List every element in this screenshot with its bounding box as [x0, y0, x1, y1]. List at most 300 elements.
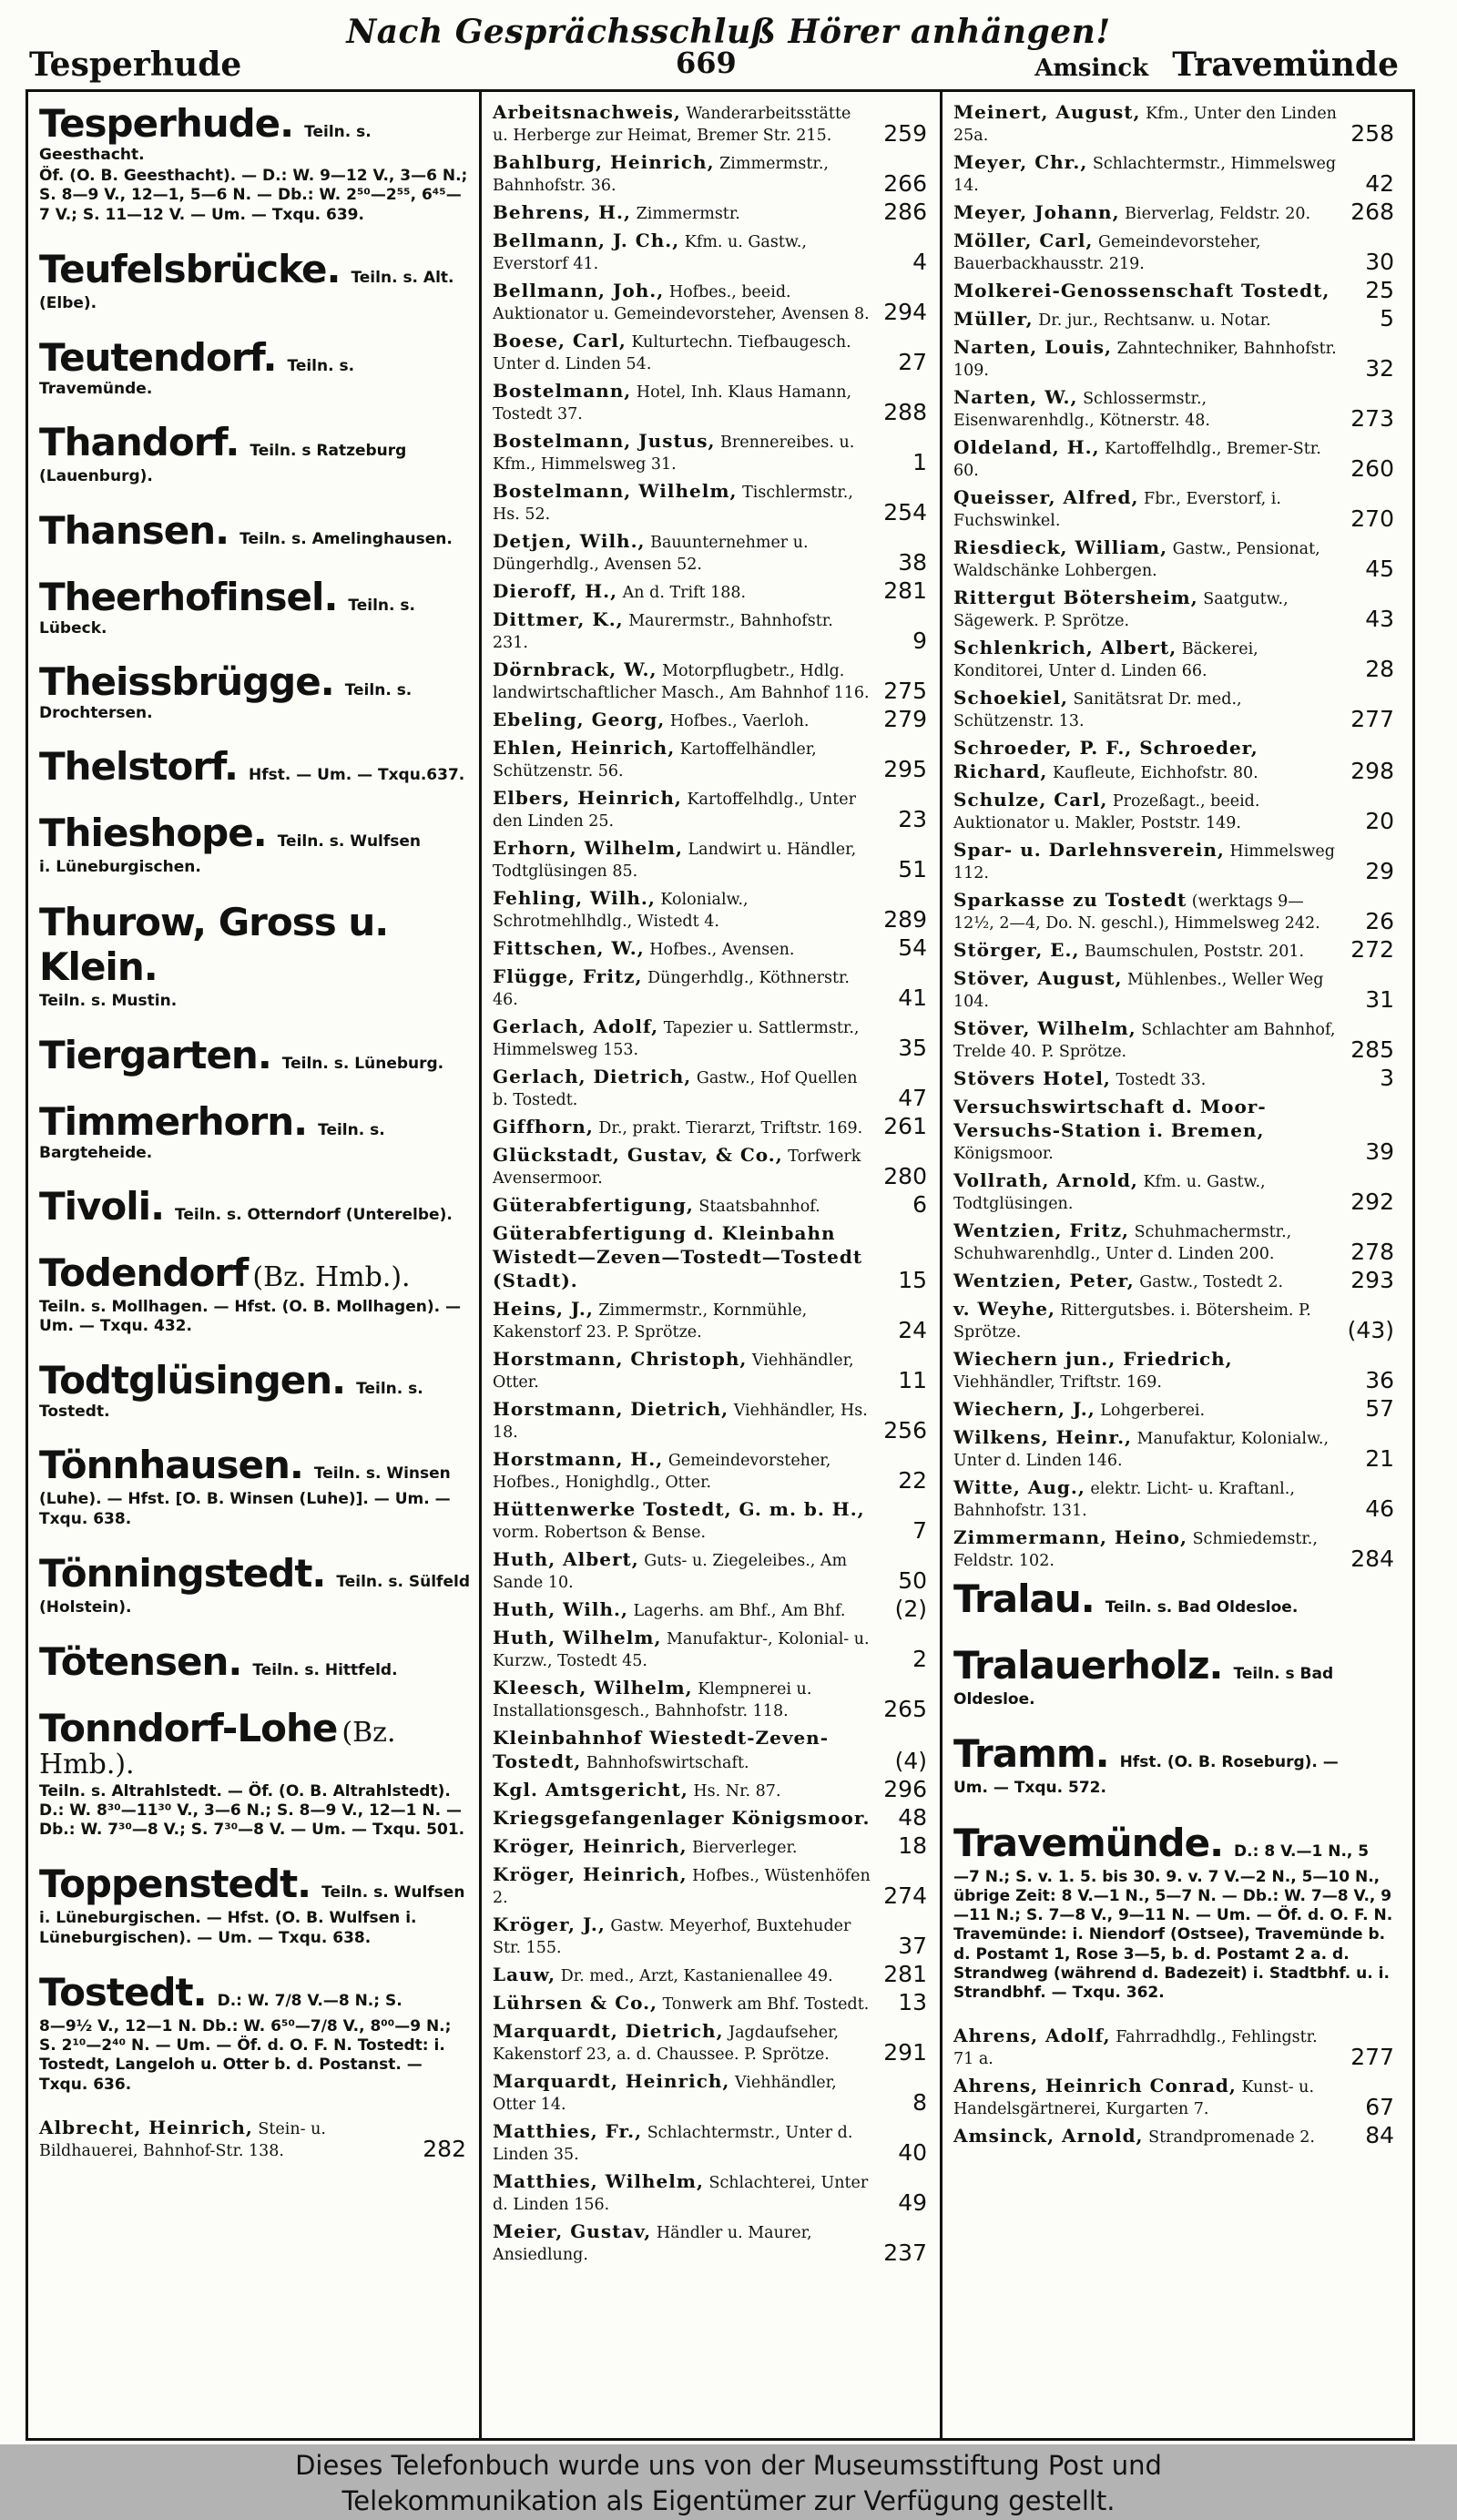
subscriber-details: Viehhändler, Otter. — [493, 1352, 854, 1392]
subscriber-details: Viehhändler, Otter 14. — [493, 2074, 837, 2114]
subscriber-entry — [493, 2120, 931, 2166]
place-detail: i. Lüneburgischen. — [39, 858, 201, 877]
place-entry — [953, 1821, 1398, 2004]
subscriber-name: Lührsen & Co., — [493, 1992, 658, 2014]
subscriber-entry — [493, 1989, 931, 2015]
subscriber-entry — [493, 608, 931, 654]
place-detail: i. Lüneburgischen. — Hfst. (O. B. Wulfsen i. Lüneburgischen). — Um. — Txqu. 638. — [39, 1909, 417, 1947]
subscriber-details: Mühlenbes., Weller Weg 104. — [953, 971, 1324, 1011]
phone-number: 261 — [883, 1113, 927, 1139]
subscriber-entry — [953, 1267, 1398, 1293]
subscriber-entry — [39, 2117, 470, 2162]
subscriber-name: Stöver, Wilhelm, — [953, 1017, 1136, 1039]
subscriber-entry — [953, 737, 1398, 784]
phone-number: 15 — [898, 1267, 927, 1293]
phone-number: 18 — [898, 1832, 927, 1859]
phone-number: 284 — [1350, 1546, 1394, 1572]
subscriber-entry — [953, 936, 1398, 963]
subscriber-details: Viehhändler, Triftstr. 169. — [953, 1373, 1162, 1392]
subscriber-entry — [953, 1348, 1398, 1393]
subscriber-name: Zimmermann, Heino, — [953, 1526, 1187, 1548]
place-entry — [39, 811, 470, 877]
subscriber-entry — [953, 2025, 1398, 2070]
subscriber-name: Behrens, H., — [493, 201, 631, 223]
place-name: Tramm. — [953, 1731, 1109, 1777]
place-meta: Teiln. s. Bargteheide. — [39, 1120, 385, 1162]
place-name: Todendorf — [39, 1250, 249, 1295]
place-entry — [39, 659, 470, 722]
subscriber-name: Möller, Carl, — [953, 230, 1094, 251]
subscriber-details: Kfm., Unter den Linden 25a. — [953, 105, 1337, 145]
place-heading — [953, 1731, 1398, 1776]
subscriber-name: Schlenkrich, Albert, — [953, 637, 1177, 658]
subscriber-details: Hofbes., beeid. Auktionator u. Gemeindevorsteher, Avensen 8. — [493, 283, 870, 323]
place-entry — [39, 247, 470, 313]
subscriber-entry — [953, 1096, 1398, 1165]
subscriber-details: Guts- u. Ziegeleibes., Am Sande 10. — [493, 1552, 848, 1592]
place-heading — [39, 1862, 470, 1906]
place-name: Tonndorf-Lohe — [39, 1706, 338, 1750]
phone-number: 13 — [898, 1989, 927, 2015]
phone-number: 268 — [1350, 199, 1394, 225]
phone-number: 294 — [883, 299, 927, 325]
phone-number: 41 — [898, 985, 927, 1011]
subscriber-name: Kleinbahnhof Wiestedt-Zeven-Tostedt, — [493, 1727, 830, 1772]
subscriber-details: Tischlermstr., Hs. 52. — [493, 484, 853, 524]
subscriber-entry — [953, 637, 1398, 682]
subscriber-entry — [493, 1863, 931, 1909]
phone-number: 40 — [898, 2139, 927, 2166]
page-number: 669 — [676, 46, 737, 80]
place-name: Tralau. — [953, 1576, 1095, 1621]
subscriber-details: vorm. Robertson & Bense. — [493, 1524, 707, 1542]
subscriber-entry — [493, 934, 931, 961]
subscriber-details: Kolonialw., Schrotmehlhdlg., Wistedt 4. — [493, 891, 749, 931]
subscriber-entry — [953, 1526, 1398, 1572]
subscriber-entry — [493, 201, 931, 225]
place-detail: Teiln. s. Mustin. — [39, 991, 178, 1010]
phone-number: 37 — [898, 1933, 927, 1959]
place-entry — [39, 420, 470, 486]
footer-line-2: Telekommunikation als Eigentümer zur Verfügung gestellt. — [341, 2485, 1116, 2516]
subscriber-name: Witte, Aug., — [953, 1476, 1085, 1498]
subscriber-name: Stövers Hotel, — [953, 1067, 1111, 1089]
place-heading — [39, 101, 470, 164]
directory-frame — [25, 89, 1415, 2441]
place-name: Tönningstedt. — [39, 1550, 326, 1596]
place-entry — [39, 1706, 470, 1840]
phone-number: 3 — [1380, 1065, 1394, 1091]
place-name: Todtglüsingen. — [39, 1358, 346, 1403]
header-right — [1034, 46, 1399, 84]
subscriber-name: Giffhorn, — [493, 1116, 594, 1138]
subscriber-details: Jagdaufseher, Kakenstorf 23, a. d. Chaussee. P. Sprötze. — [493, 2024, 840, 2064]
phone-number: 26 — [1365, 908, 1394, 934]
subscriber-name: Güterabfertigung, — [493, 1194, 694, 1216]
subscriber-entry — [953, 967, 1398, 1013]
phone-number: 51 — [898, 856, 927, 883]
subscriber-name: Horstmann, H., — [493, 1448, 664, 1470]
place-name: Timmerhorn. — [39, 1098, 308, 1144]
phone-number: 278 — [1350, 1239, 1394, 1265]
subscriber-details: Schuhmachermstr., Schuhwarenhdlg., Unter d. Linden 200. — [953, 1223, 1292, 1263]
subscriber-name: Sparkasse zu Tostedt — [953, 889, 1187, 911]
phone-number: 272 — [1350, 936, 1394, 963]
place-meta: Teiln. s. Travemünde. — [39, 357, 355, 398]
subscriber-entry — [493, 380, 931, 425]
subscriber-entry — [493, 1961, 931, 1987]
subscriber-name: Bostelmann, Wilhelm, — [493, 480, 738, 502]
subscriber-entry — [493, 1913, 931, 1959]
place-name: Tötensen. — [39, 1639, 242, 1684]
subscriber-details: Zimmermstr., Kornmühle, Kakenstorf 23. P. Sprötze. — [493, 1301, 808, 1342]
subscriber-details: Zimmermstr. — [636, 205, 740, 223]
subscriber-details: Rittergutsbes. i. Bötersheim. P. Sprötze. — [953, 1301, 1311, 1342]
place-heading — [953, 1576, 1398, 1621]
subscriber-entry — [953, 2122, 1398, 2149]
subscriber-name: Lauw, — [493, 1964, 556, 1985]
subscriber-name: Kriegsgefangenlager Königsmoor. — [493, 1807, 871, 1829]
subscriber-name: Meier, Gustav, — [493, 2220, 652, 2242]
subscriber-name: Erhorn, Wilhelm, — [493, 837, 683, 859]
subscriber-entry — [493, 430, 931, 475]
subscriber-entry — [493, 1191, 931, 1218]
phone-number: 29 — [1365, 858, 1394, 884]
place-entry — [39, 335, 470, 398]
place-meta: Teiln. s. Drochtersen. — [39, 681, 413, 723]
subscriber-name: Meinert, August, — [953, 101, 1141, 123]
subscriber-name: Meyer, Johann, — [953, 201, 1120, 223]
place-entry — [39, 1970, 470, 2095]
phone-number: 31 — [1365, 986, 1394, 1013]
phone-number: 288 — [883, 399, 927, 425]
place-name: Tivoli. — [39, 1183, 165, 1229]
subscriber-name: Wiechern, J., — [953, 1398, 1095, 1420]
place-detail: Teiln. s. Mollhagen. — Hfst. (O. B. Mollhagen). — Um. — Txqu. 432. — [39, 1297, 461, 1335]
place-meta: Teiln. s Bad — [1233, 1665, 1334, 1683]
phone-number: 22 — [898, 1467, 927, 1494]
place-name: Tostedt. — [39, 1969, 207, 2015]
subscriber-details: Kartoffelhändler, Schützenstr. 56. — [493, 740, 817, 780]
subscriber-details: Händler u. Maurer, Ansiedlung. — [493, 2224, 812, 2264]
subscriber-entry — [953, 1067, 1398, 1091]
subscriber-entry — [953, 1219, 1398, 1265]
place-name: Toppenstedt. — [39, 1862, 311, 1907]
subscriber-details: Gastw., Pensionat, Waldschänke Lohbergen. — [953, 540, 1320, 580]
phone-number: (43) — [1347, 1317, 1394, 1343]
subscriber-details: Kfm. u. Gastw., Todtglüsingen. — [953, 1173, 1266, 1213]
phone-number: 275 — [883, 678, 927, 704]
place-name: Theissbrügge. — [39, 659, 334, 705]
subscriber-details: Schlachter am Bahnhof, Trelde 40. P. Sprötze. — [953, 1021, 1336, 1061]
subscriber-name: Detjen, Wilh., — [493, 530, 646, 552]
subscriber-entry — [953, 486, 1398, 532]
subscriber-details: Kulturtechn. Tiefbaugesch. Unter d. Linden 54. — [493, 333, 851, 373]
subscriber-name: Flügge, Fritz, — [493, 965, 643, 987]
place-detail: 8—9½ V., 12—1 N. Db.: W. 6⁵⁰—7/8 V., 8⁰⁰—9 N.; S. 2¹⁰—2⁴⁰ N. — Um. — Öf. d. O. F. N. Tostedt: i. Tostedt, Langeloh u. Otter b. d. Postanst. — Txqu. 636. — [39, 2016, 452, 2094]
phone-number: 20 — [1365, 808, 1394, 834]
subscriber-entry — [493, 1548, 931, 1594]
subscriber-details: Bäckerei, Konditorei, Unter d. Linden 66. — [953, 640, 1258, 680]
phone-number: 237 — [883, 2239, 927, 2266]
subscriber-name: Ehlen, Heinrich, — [493, 737, 676, 759]
phone-number: 43 — [1365, 606, 1394, 632]
subscriber-name: v. Weyhe, — [953, 1298, 1055, 1320]
subscriber-details: Lohgerberei. — [1100, 1402, 1206, 1420]
subscriber-entry — [953, 536, 1398, 582]
place-entry — [953, 1731, 1398, 1798]
phone-number: 27 — [898, 349, 927, 375]
place-meta: Teiln. s. Hittfeld. — [252, 1661, 398, 1679]
place-heading — [39, 247, 470, 291]
place-meta: Teiln. s. Bad Oldesloe. — [1105, 1598, 1299, 1617]
phone-number: 28 — [1365, 656, 1394, 682]
subscriber-details: Bahnhofswirtschaft. — [586, 1754, 749, 1772]
subscriber-entry — [493, 230, 931, 275]
subscriber-details: Hofbes., Avensen. — [649, 941, 795, 959]
phone-number: 296 — [883, 1776, 927, 1802]
place-name: Thieshope. — [39, 811, 267, 856]
place-heading — [39, 811, 470, 855]
place-entry — [39, 101, 470, 225]
subscriber-name: Amsinck, Arnold, — [953, 2125, 1144, 2148]
place-detail: —7 N.; S. v. 1. 5. bis 30. 9. v. 7 V.—2 N., 5—10 N., übrige Zeit: 8 V.—1 N., 5—7 N. — Db.: W. 7—8 V., 9—11 N.; S. 7—8 V., 9—11 N. — Um. — Öf. d. O. F. N. Travemünde: i. Niendorf (Ostsee), Travemünde b. d. Postamt 1, Rose 3—5, b. d. Postamt 2 a. d. Strandweg (während d. Badezeit) i. Stadtbhf. u. i. Strandbhf. — Txqu. 362. — [953, 1867, 1393, 2002]
subscriber-name: Kgl. Amtsgericht, — [493, 1779, 688, 1801]
subscriber-name: Schroeder, P. F., Schroeder, Richard, — [953, 737, 1258, 782]
phone-number: 48 — [898, 1804, 927, 1831]
place-meta: Teiln. s. Amelinghausen. — [239, 530, 453, 549]
subscriber-name: Gerlach, Dietrich, — [493, 1066, 692, 1087]
place-name: Tönnhausen. — [39, 1443, 303, 1488]
subscriber-entry — [493, 1015, 931, 1061]
phone-number: 270 — [1350, 505, 1394, 532]
phone-number: 30 — [1365, 249, 1394, 275]
subscriber-details: Manufaktur, Kolonialw., Unter d. Linden 146. — [953, 1430, 1330, 1470]
subscriber-name: Marquardt, Heinrich, — [493, 2070, 730, 2092]
subscriber-name: Ahrens, Heinrich Conrad, — [953, 2075, 1237, 2097]
subscriber-details: Fahrradhdlg., Fehlingstr. 71 a. — [953, 2028, 1318, 2069]
subscriber-details: Kartoffelhdlg., Unter den Linden 25. — [493, 791, 856, 831]
subscriber-name: Wiechern jun., Friedrich, — [953, 1348, 1233, 1370]
subscriber-entry — [953, 1395, 1398, 1422]
subscriber-details: Kartoffelhdlg., Bremer-Str. 60. — [953, 440, 1321, 480]
subscriber-name: Oldeland, H., — [953, 436, 1100, 458]
subscriber-name: Störger, E., — [953, 939, 1080, 961]
place-meta: Teiln. s. Otterndorf (Unterelbe). — [175, 1205, 453, 1224]
place-meta: Teiln. s. Lübeck. — [39, 597, 415, 638]
subscriber-name: Dittmer, K., — [493, 608, 624, 630]
phone-number: 35 — [898, 1035, 927, 1061]
subscriber-entry — [953, 151, 1398, 197]
subscriber-entry — [493, 151, 931, 197]
subscriber-details: Tonwerk am Bhf. Tostedt. — [662, 1995, 870, 2014]
place-meta: Teiln. s. Alt. — [351, 268, 454, 287]
phone-number: 50 — [898, 1567, 927, 1594]
phone-number: 57 — [1365, 1395, 1394, 1422]
column-3 — [940, 92, 1407, 2438]
subscriber-details: Saatgutw., Sägewerk. P. Sprötze. — [953, 590, 1289, 630]
place-name: Teutendorf. — [39, 335, 277, 380]
phone-number: 42 — [1365, 170, 1394, 197]
subscriber-details: (werktags 9—12½, 2—4, Do. N. geschl.), Himmelsweg 242. — [953, 893, 1320, 933]
place-name: Thelstorf. — [39, 744, 239, 790]
subscriber-entry — [953, 201, 1398, 225]
subscriber-entry — [493, 658, 931, 704]
subscriber-name: Versuchswirtschaft d. Moor-Versuchs-Station i. Bremen, — [953, 1096, 1267, 1141]
phone-number: 279 — [883, 706, 927, 732]
subscriber-entry — [493, 787, 931, 832]
place-entry — [39, 575, 470, 638]
phone-number: 47 — [898, 1085, 927, 1111]
subscriber-entry — [953, 436, 1398, 482]
subscriber-details: Schlachterei, Unter d. Linden 156. — [493, 2174, 869, 2214]
place-name: Tralauerholz. — [953, 1643, 1223, 1688]
subscriber-entry — [493, 1727, 931, 1774]
place-meta: Teiln. s. Tostedt. — [39, 1380, 423, 1422]
subscriber-entry — [493, 1627, 931, 1672]
phone-number: 2 — [912, 1646, 927, 1672]
place-meta: Teiln. s. Sülfeld — [336, 1572, 470, 1591]
subscriber-details: Strandpromenade 2. — [1148, 2128, 1315, 2148]
place-name: Travemünde. — [953, 1820, 1224, 1865]
subscriber-details: An d. Trift 188. — [622, 584, 747, 602]
phone-number: 285 — [1350, 1036, 1394, 1063]
subscriber-name: Arbeitsnachweis, — [493, 101, 681, 123]
phone-number: 36 — [1365, 1367, 1394, 1393]
footer-line-1: Dieses Telefonbuch wurde uns von der Museumsstiftung Post und — [295, 2450, 1162, 2481]
phone-number: 298 — [1350, 758, 1394, 784]
phone-number: 84 — [1365, 2122, 1394, 2149]
place-name: Theerhofinsel. — [39, 575, 338, 620]
phone-number: 277 — [1350, 706, 1394, 732]
place-meta: Teiln. s. Geesthacht. — [39, 123, 372, 164]
subscriber-entry — [493, 1398, 931, 1444]
place-heading — [39, 1250, 470, 1295]
phone-number: 256 — [883, 1417, 927, 1444]
subscriber-entry — [493, 1498, 931, 1544]
phone-number: 1 — [912, 449, 927, 475]
subscriber-entry — [953, 2075, 1398, 2120]
place-entry — [39, 1639, 470, 1684]
subscriber-details: Kfm. u. Gastw., Everstorf 41. — [493, 233, 807, 273]
place-entry — [39, 744, 470, 789]
place-meta: D.: 8 V.—1 N., 5 — [1234, 1842, 1370, 1861]
subscriber-name: Horstmann, Dietrich, — [493, 1398, 729, 1420]
subscriber-entry — [493, 1677, 931, 1722]
header-left: Tesperhude — [29, 46, 242, 84]
subscriber-details: Kaufleute, Eichhofstr. 80. — [1052, 764, 1258, 782]
subscriber-entry — [953, 277, 1398, 303]
place-heading — [39, 1443, 470, 1487]
subscriber-details: Motorpflugbetr., Hdlg. landwirtschaftlicher Masch., Am Bahnhof 116. — [493, 662, 870, 702]
subscriber-details: Schmiedemstr., Feldstr. 102. — [953, 1530, 1318, 1570]
subscriber-details: Schlossermstr., Eisenwarenhdlg., Kötnerstr. 48. — [953, 390, 1210, 430]
phone-number: 5 — [1380, 305, 1394, 332]
phone-number: 39 — [1365, 1138, 1394, 1165]
subscriber-entry — [493, 577, 931, 604]
subscriber-entry — [493, 1832, 931, 1859]
subscriber-details: Landwirt u. Händler, Todtglüsingen 85. — [493, 841, 857, 881]
subscriber-entry — [493, 2070, 931, 2116]
subscriber-details: Gastw., Tostedt 2. — [1139, 1273, 1284, 1291]
subscriber-details: Torfwerk Avensermoor. — [493, 1148, 861, 1188]
phone-number: 9 — [912, 627, 927, 654]
place-meta: Teiln. s. Lüneburg. — [281, 1054, 444, 1073]
place-entry — [39, 900, 470, 1011]
subscriber-name: Kröger, Heinrich, — [493, 1863, 688, 1885]
subscriber-entry — [953, 230, 1398, 275]
subscriber-details: Dr. jur., Rechtsanw. u. Notar. — [1038, 311, 1271, 330]
place-heading — [39, 1033, 470, 1077]
place-entry — [953, 1643, 1398, 1709]
subscriber-entry — [493, 480, 931, 525]
subscriber-details: Wanderarbeitsstätte u. Herberge zur Heimat, Bremer Str. 215. — [493, 105, 851, 145]
subscriber-entry — [953, 1426, 1398, 1472]
subscriber-details: Dr. med., Arzt, Kastanienallee 49. — [560, 1967, 833, 1985]
subscriber-name: Schoekiel, — [953, 687, 1068, 709]
subscriber-entry — [953, 1298, 1398, 1343]
subscriber-details: Prozeßagt., beeid. Auktionator u. Makler, Poststr. 149. — [953, 792, 1260, 832]
phone-number: 254 — [883, 499, 927, 525]
place-meta: Teiln. s Ratzeburg — [250, 442, 407, 460]
subscriber-name: Huth, Wilh., — [493, 1598, 628, 1620]
subscriber-details: Baumschulen, Poststr. 201. — [1085, 943, 1305, 961]
subscriber-name: Müller, — [953, 308, 1034, 330]
subscriber-entry — [953, 1476, 1398, 1522]
subscriber-details: Hofbes., Wüstenhöfen 2. — [493, 1867, 871, 1907]
subscriber-name: Bahlburg, Heinrich, — [493, 151, 715, 173]
subscriber-details: Brennereibes. u. Kfm., Himmelsweg 31. — [493, 434, 855, 474]
subscriber-entry — [953, 1169, 1398, 1215]
subscriber-name: Hüttenwerke Tostedt, G. m. b. H., — [493, 1498, 865, 1520]
subscriber-entry — [493, 530, 931, 576]
place-heading — [39, 900, 470, 989]
place-meta: D.: W. 7/8 V.—8 N.; S. — [217, 1991, 402, 2010]
subscriber-details: Hotel, Inh. Klaus Hamann, Tostedt 37. — [493, 383, 852, 423]
subscriber-details: Fbr., Everstorf, i. Fuchswinkel. — [953, 490, 1281, 530]
place-entry — [39, 1033, 470, 1077]
subscriber-entry — [493, 1222, 931, 1293]
phone-number: 32 — [1365, 355, 1394, 382]
subscriber-details: Viehhändler, Hs. 18. — [493, 1402, 868, 1442]
subscriber-entry — [493, 2170, 931, 2216]
phone-number: 286 — [883, 199, 927, 225]
phone-number: 7 — [912, 1517, 927, 1544]
phone-number: 24 — [898, 1317, 927, 1343]
subscriber-name: Heins, J., — [493, 1298, 594, 1320]
place-heading — [39, 1358, 470, 1421]
subscriber-entry — [953, 789, 1398, 834]
subscriber-details: Gemeindevorsteher, Bauerbackhausstr. 219. — [953, 233, 1261, 273]
place-entry — [39, 1358, 470, 1421]
subscriber-details: Sanitätsrat Dr. med., Schützenstr. 13. — [953, 690, 1242, 730]
subscriber-name: Wilkens, Heinr., — [953, 1426, 1132, 1448]
subscriber-details: Kunst- u. Handelsgärtnerei, Kurgarten 7. — [953, 2078, 1315, 2119]
subscriber-details: Stein- u. Bildhauerei, Bahnhof-Str. 138. — [39, 2119, 326, 2160]
header-right-small: Amsinck — [1034, 55, 1149, 82]
subscriber-details: Lagerhs. am Bhf., Am Bhf. — [633, 1602, 846, 1620]
subscriber-name: Rittergut Bötersheim, — [953, 587, 1198, 608]
subscriber-entry — [493, 706, 931, 732]
subscriber-name: Huth, Wilhelm, — [493, 1627, 662, 1648]
place-extra: (Bz. Hmb.). — [39, 1717, 396, 1780]
subscriber-name: Spar- u. Darlehnsverein, — [953, 839, 1225, 861]
phone-number: 280 — [883, 1163, 927, 1189]
subscriber-name: Meyer, Chr., — [953, 151, 1088, 173]
footer-note — [0, 2444, 1457, 2520]
phone-number: 49 — [898, 2189, 927, 2216]
subscriber-name: Narten, W., — [953, 386, 1078, 408]
